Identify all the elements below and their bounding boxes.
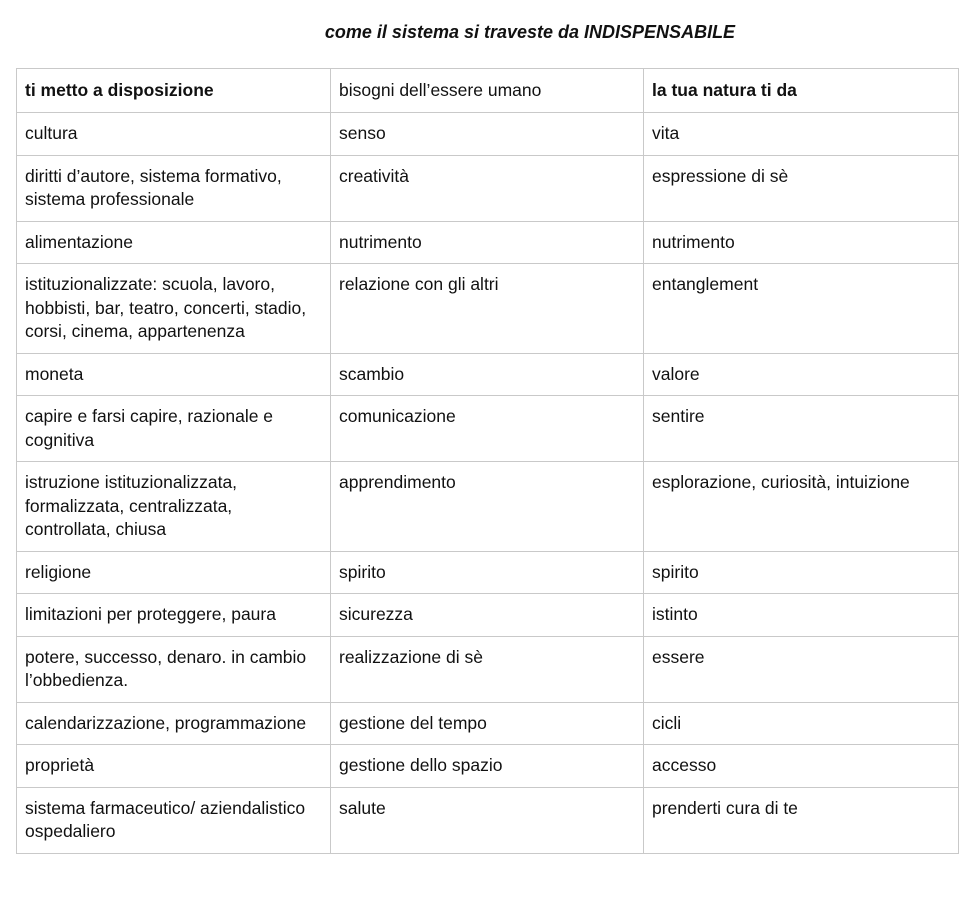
table-cell: realizzazione di sè <box>331 636 644 702</box>
table-cell: istruzione istituzionalizzata, formalizzata, centralizzata, controllata, chiusa <box>17 462 331 552</box>
table-cell: spirito <box>644 551 959 594</box>
column-header: la tua natura ti da <box>644 69 959 113</box>
table-cell: nutrimento <box>644 221 959 264</box>
table-row <box>17 113 959 156</box>
table-cell: nutrimento <box>331 221 644 264</box>
table-cell: valore <box>644 353 959 396</box>
table-cell: relazione con gli altri <box>331 264 644 354</box>
table-row <box>17 462 959 552</box>
table-cell: entanglement <box>644 264 959 354</box>
table-cell: spirito <box>331 551 644 594</box>
table-cell: istinto <box>644 594 959 637</box>
table-row <box>17 155 959 221</box>
table-header-row <box>17 69 959 113</box>
table-cell: vita <box>644 113 959 156</box>
table-cell: limitazioni per proteggere, paura <box>17 594 331 637</box>
table-cell: cultura <box>17 113 331 156</box>
table-row <box>17 787 959 853</box>
table-cell: calendarizzazione, programmazione <box>17 702 331 745</box>
table-cell: sicurezza <box>331 594 644 637</box>
table-row <box>17 264 959 354</box>
table-cell: prenderti cura di te <box>644 787 959 853</box>
table-cell: apprendimento <box>331 462 644 552</box>
table-row <box>17 636 959 702</box>
table-cell: diritti d’autore, sistema formativo, sistema professionale <box>17 155 331 221</box>
table-cell: capire e farsi capire, razionale e cognitiva <box>17 396 331 462</box>
table-cell: senso <box>331 113 644 156</box>
table-cell: salute <box>331 787 644 853</box>
table-cell: essere <box>644 636 959 702</box>
table-cell: alimentazione <box>17 221 331 264</box>
table-row <box>17 221 959 264</box>
table-cell: cicli <box>644 702 959 745</box>
table-cell: gestione dello spazio <box>331 745 644 788</box>
table-cell: creatività <box>331 155 644 221</box>
table-cell: potere, successo, denaro. in cambio l’obbedienza. <box>17 636 331 702</box>
table-row <box>17 745 959 788</box>
table-cell: gestione del tempo <box>331 702 644 745</box>
table-cell: accesso <box>644 745 959 788</box>
table-row <box>17 353 959 396</box>
table-row <box>17 594 959 637</box>
table-cell: religione <box>17 551 331 594</box>
column-header: bisogni dell’essere umano <box>331 69 644 113</box>
table-row <box>17 551 959 594</box>
table-cell: scambio <box>331 353 644 396</box>
table-cell: esplorazione, curiosità, intuizione <box>644 462 959 552</box>
column-header: ti metto a disposizione <box>17 69 331 113</box>
document-title: come il sistema si traveste da INDISPENSABILE <box>324 22 736 42</box>
table-cell: espressione di sè <box>644 155 959 221</box>
table-row <box>17 702 959 745</box>
table-cell: comunicazione <box>331 396 644 462</box>
table-cell: sentire <box>644 396 959 462</box>
table-cell: istituzionalizzate: scuola, lavoro, hobbisti, bar, teatro, concerti, stadio, corsi, cinema, appartenenza <box>17 264 331 354</box>
table-row <box>17 396 959 462</box>
comparison-table <box>16 68 959 854</box>
table-cell: proprietà <box>17 745 331 788</box>
table-cell: sistema farmaceutico/ aziendalistico ospedaliero <box>17 787 331 853</box>
table-cell: moneta <box>17 353 331 396</box>
